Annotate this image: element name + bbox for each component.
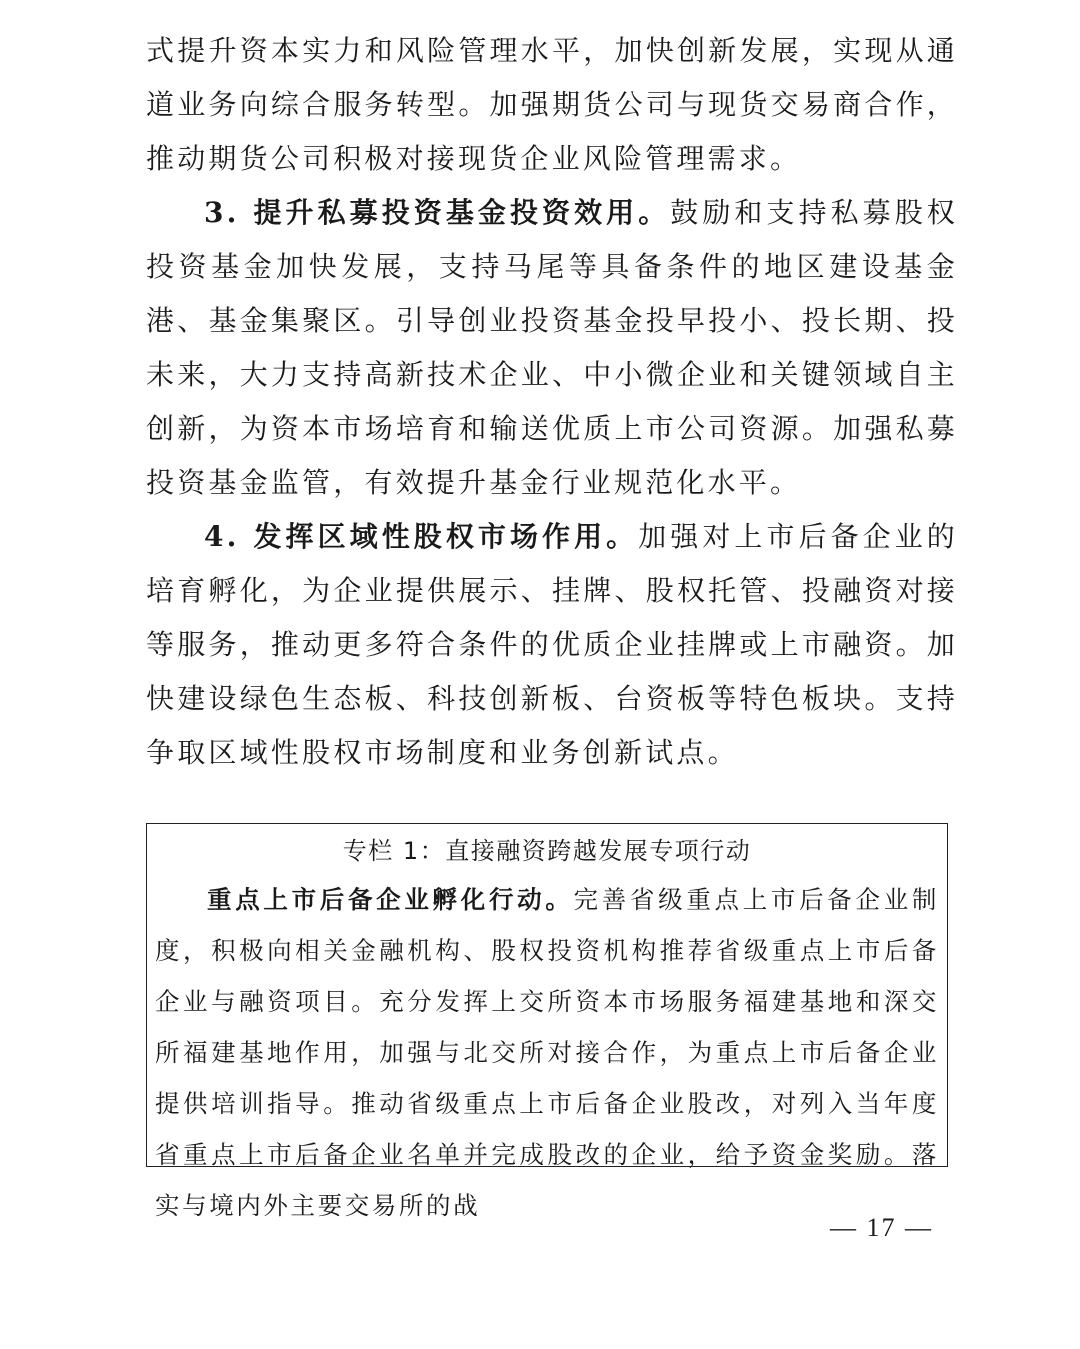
page-number: — 17 — xyxy=(830,1213,933,1242)
special-column-box xyxy=(146,823,948,1220)
column-title: 专栏 1：直接融资跨越发展专项行动 xyxy=(342,837,752,865)
column-body xyxy=(155,874,939,1231)
section-3-body: 鼓励和支持私募股权投资基金加快发展，支持马尾等具备条件的地区建设基金港、基金集聚区。引导创业投资基金投早投小、投长期、投未来，大力支持高新技术企业、中小微企业和关键领域自主创新，为资本市场培育和输送优质上市公司资源。加强私募投资基金监管，有效提升基金行业规范化水平。 xyxy=(146,196,958,499)
paragraph-4 xyxy=(146,510,958,780)
column-body-text: 完善省级重点上市后备企业制度，积极向相关金融机构、股权投资机构推荐省级重点上市后备企业与融资项目。充分发挥上交所资本市场服务福建基地和深交所福建基地作用，加强与北交所对接合作，为重点上市后备企业提供培训指导。推动省级重点上市后备企业股改，对列入当年度省重点上市后备企业名单并完成股改的企业，给予资金奖励。落实与境内外主要交易所的战 xyxy=(155,885,939,1220)
section-3 xyxy=(146,186,958,510)
section-4-body: 加强对上市后备企业的培育孵化，为企业提供展示、挂牌、股权托管、投融资对接等服务，推动更多符合条件的优质企业挂牌或上市融资。加快建设绿色生态板、科技创新板、台资板等特色板块。支持争取区域性股权市场制度和业务创新试点。 xyxy=(146,520,958,769)
main-body-text xyxy=(146,24,958,186)
section-4 xyxy=(146,510,958,780)
section-4-heading: 4. 发挥区域性股权市场作用。 xyxy=(204,520,639,553)
section-3-heading: 3. 提升私募投资基金投资效用。 xyxy=(204,196,671,229)
column-heading: 重点上市后备企业孵化行动。 xyxy=(207,885,574,914)
paragraph-intro: 式提升资本实力和风险管理水平，加快创新发展，实现从通道业务向综合服务转型。加强期货公司与现货交易商合作，推动期货公司积极对接现货企业风险管理需求。 xyxy=(146,34,958,175)
paragraph-3 xyxy=(146,186,958,510)
